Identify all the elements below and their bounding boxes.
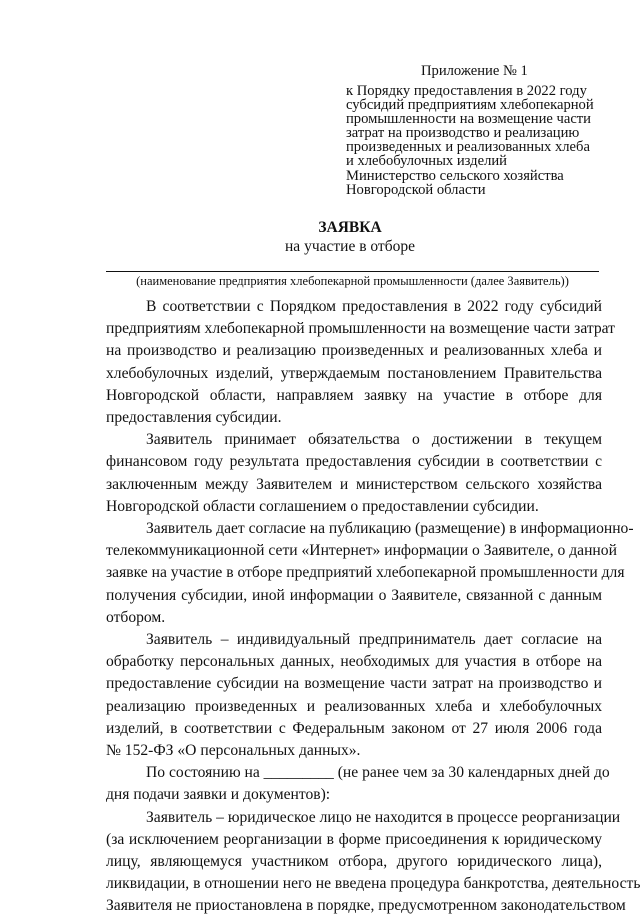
paragraph-personal-data (106, 629, 602, 762)
paragraph-line: Заявителя не приостановлена в порядке, предусмотренном законодательством (106, 897, 626, 915)
applicant-name-blank (106, 271, 599, 272)
paragraph-status-date (106, 762, 610, 806)
annex-reference-line: субсидий предприятиям хлебопекарной (346, 97, 594, 113)
paragraph-line: финансовом году результата предоставления субсидии в соответствии с (106, 453, 602, 471)
annex-title: Приложение № 1 (421, 63, 528, 79)
paragraph-line: предоставления субсидии. (106, 409, 282, 427)
paragraph-line: заявке на участие в отборе предприятий хлебопекарной промышленности для (106, 564, 625, 582)
paragraph-line: получения субсидии, иной информации о Заявителе, связанной с данным (106, 586, 602, 604)
annex-reference-line: промышленности на возмещение части (346, 111, 591, 127)
paragraph-line: хлебобулочных изделий, утверждаемым постановлением Правительства (106, 364, 602, 382)
paragraph-line: реализацию произведенных и реализованных хлеба и хлебобулочных (106, 697, 602, 715)
paragraph-publication-consent (106, 518, 634, 629)
annex-reference (346, 84, 608, 168)
annex-reference-line: к Порядку предоставления в 2022 году (346, 83, 587, 99)
paragraph-line: ликвидации, в отношении него не введена процедура банкротства, деятельность (106, 875, 640, 893)
paragraph-line: Заявитель – юридическое лицо не находится в процессе реорганизации (146, 808, 621, 826)
paragraph-line: (за исключением реорганизации в форме присоединения к юридическому (106, 830, 602, 848)
applicant-caption: (наименование предприятия хлебопекарной промышленности (далее Заявитель)) (136, 274, 569, 288)
annex-ministry (346, 169, 608, 197)
annex-ministry-line: Новгородской области (346, 182, 486, 198)
paragraph-line: Новгородской области соглашением о предоставлении субсидии. (106, 497, 539, 515)
annex-reference-line: и хлебобулочных изделий (346, 153, 507, 169)
paragraph-legal-entity (106, 807, 640, 918)
paragraph-line: В соответствии с Порядком предоставления в 2022 году субсидий (146, 298, 602, 315)
paragraph-line: предоставление субсидии на возмещение части затрат на производство и (106, 675, 602, 693)
paragraph-line: Заявитель принимает обязательства о достижении в текущем (146, 431, 602, 449)
paragraph-obligations (106, 429, 602, 518)
paragraph-line: телекоммуникационной сети «Интернет» информации о Заявителе, о данной (106, 542, 617, 560)
paragraph-line: предприятиям хлебопекарной промышленности на возмещение части затрат (106, 320, 615, 338)
document-heading: ЗАЯВКА (318, 219, 382, 236)
annex-ministry-line: Министерство сельского хозяйства (346, 168, 564, 184)
paragraph-line: заключенным между Заявителем и министерством сельского хозяйства (106, 475, 602, 493)
paragraph-line: лицу, являющемуся участником отбора, другого юридического лица), (106, 853, 602, 871)
annex-reference-line: произведенных и реализованных хлеба (346, 139, 590, 155)
annex-reference-line: затрат на производство и реализацию (346, 125, 580, 141)
paragraph-line: Новгородской области, направляем заявку на участие в отборе для (106, 386, 602, 404)
paragraph-line: отбором. (106, 608, 166, 626)
paragraph-line: на производство и реализацию произведенных и реализованных хлеба и (106, 342, 602, 360)
paragraph-line: № 152-ФЗ «О персональных данных». (106, 742, 361, 760)
paragraph-line: Заявитель – индивидуальный предприниматель дает согласие на (146, 631, 602, 649)
paragraph-line: обработку персональных данных, необходимых для участия в отборе на (106, 653, 602, 671)
document-subheading: на участие в отборе (285, 238, 415, 255)
document-body (106, 296, 640, 918)
paragraph-line: По состоянию на _________ (не ранее чем за 30 календарных дней до (146, 764, 610, 782)
paragraph-procedure (106, 296, 615, 429)
paragraph-line: Заявитель дает согласие на публикацию (размещение) в информационно- (146, 520, 634, 538)
paragraph-line: дня подачи заявки и документов): (106, 786, 331, 804)
paragraph-line: изделий, в соответствии с Федеральным законом от 27 июля 2006 года (106, 719, 602, 737)
